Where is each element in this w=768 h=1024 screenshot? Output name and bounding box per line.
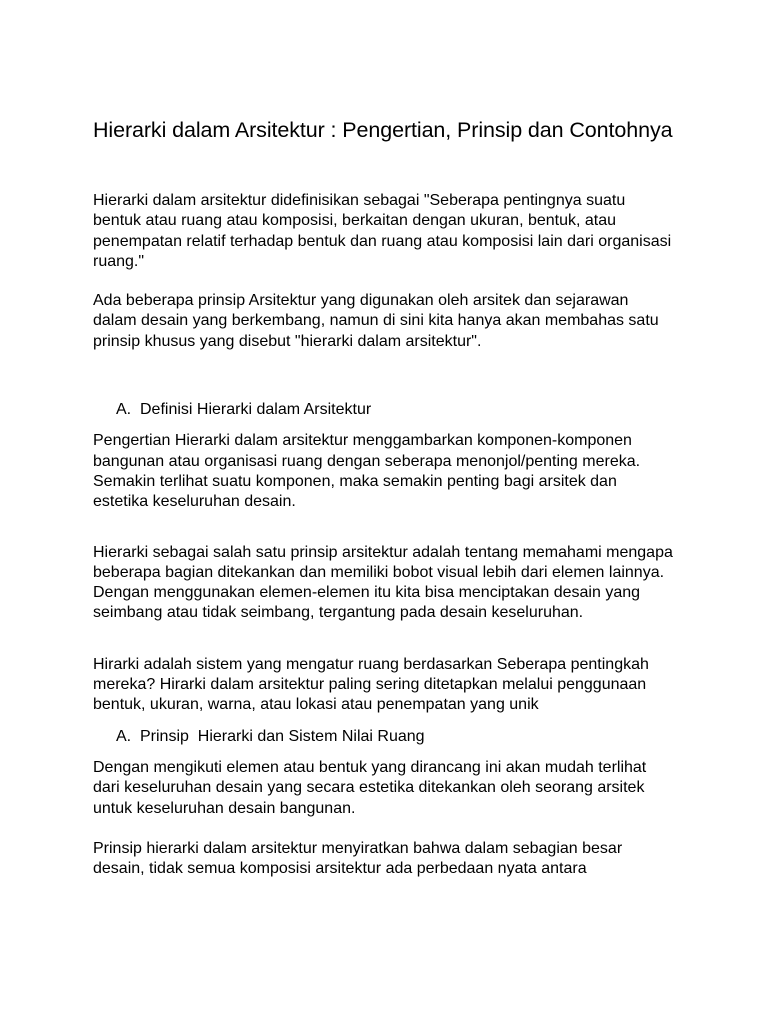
paragraph-hierarchy-principle: Hierarki sebagai salah satu prinsip arsitektur adalah tentang memahami mengapa beberapa bagian ditekankan dan memiliki bobot visual lebih dari elemen lainnya. Dengan menggunakan elemen-elemen itu kita bisa menciptakan desain yang seimbang atau tidak seimbang, tergantung pada desain keseluruhan.: [93, 543, 673, 622]
paragraph-hierarchy-meaning: Pengertian Hierarki dalam arsitektur menggambarkan komponen-komponen bangunan atau organisasi ruang dengan seberapa menonjol/penting mereka. Semakin terlihat suatu komponen, maka semakin penting bagi arsitek dan estetika keseluruhan desain.: [93, 432, 641, 511]
document-title: Hierarki dalam Arsitektur : Pengertian, Prinsip dan Contohnya: [93, 118, 673, 142]
paragraph-definition: Hierarki dalam arsitektur didefinisikan sebagai "Seberapa pentingnya suatu bentuk atau ruang atau komposisi, berkaitan dengan ukuran, bentuk, atau penempatan relatif terhadap bentuk dan ruang atau komposisi lain dari organisasi ruang.": [93, 192, 672, 270]
list-marker: A.: [116, 401, 132, 419]
list-marker: A.: [116, 727, 132, 745]
paragraph-design-emphasis: Dengan mengikuti elemen atau bentuk yang dirancang ini akan mudah terlihat dari keseluruhan desain yang secara estetika ditekankan oleh seorang arsitek untuk keseluruhan desain bangunan.: [93, 758, 647, 817]
paragraph-hierarchy-composition: Prinsip hierarki dalam arsitektur menyiratkan bahwa dalam sebagian besar desain, tidak semua komposisi arsitektur ada perbedaan nyata antara: [93, 839, 623, 878]
paragraph-principles-intro: Ada beberapa prinsip Arsitektur yang digunakan oleh arsitek dan sejarawan dalam desain yang berkembang, namun di sini kita hanya akan membahas satu prinsip khusus yang disebut "hierarki dalam arsitektur".: [93, 292, 659, 350]
document-body: [93, 116, 673, 879]
paragraph-hierarchy-system: Hirarki adalah sistem yang mengatur ruang berdasarkan Seberapa pentingkah mereka? Hirarki dalam arsitektur paling sering ditetapkan melalui penggunaan bentuk, ukuran, warna, atau lokasi atau penempatan yang unik: [93, 655, 649, 714]
section-heading-text: Prinsip Hierarki dan Sistem Nilai Ruang: [140, 727, 425, 745]
section-heading-definition: [93, 400, 673, 420]
section-heading-text: Definisi Hierarki dalam Arsitektur: [140, 401, 372, 419]
section-heading-principles: [93, 727, 673, 747]
